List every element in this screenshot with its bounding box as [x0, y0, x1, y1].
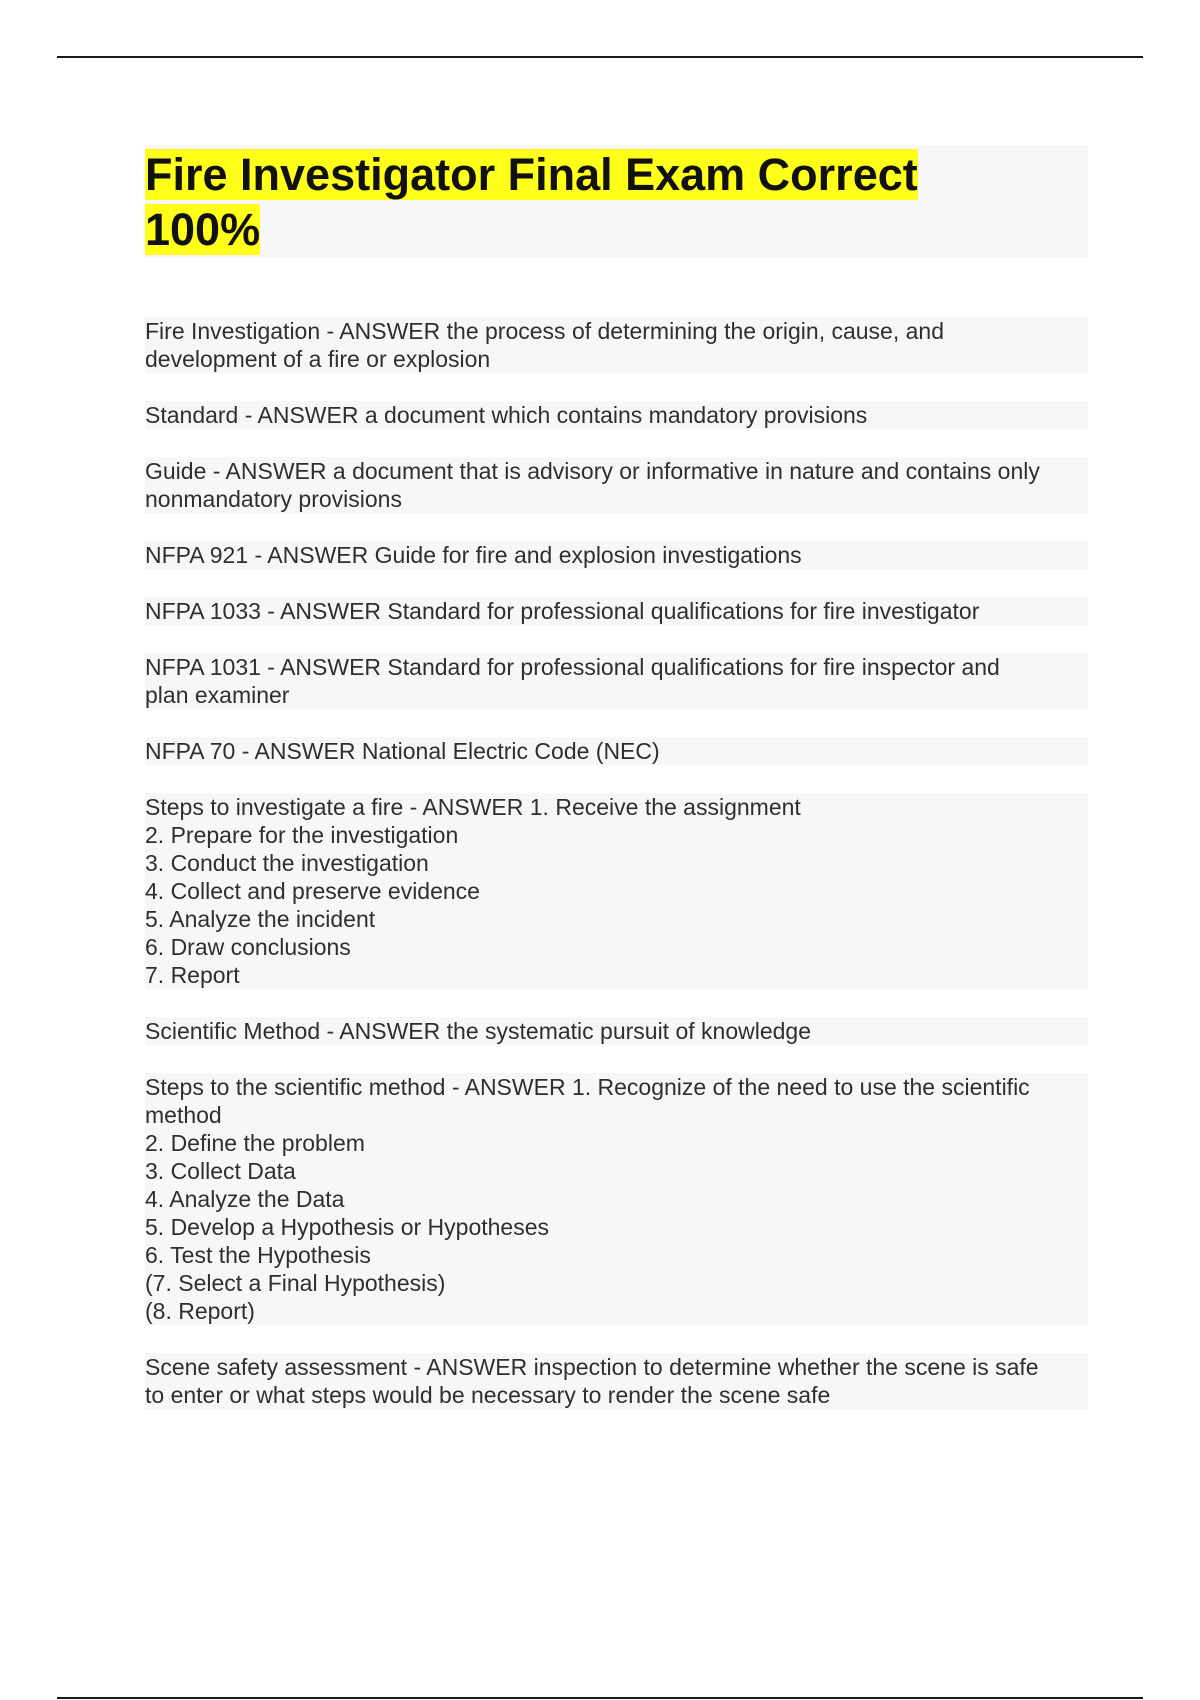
entry-line: Fire Investigation - ANSWER the process of determining the origin, cause, and: [145, 318, 945, 344]
qa-entry: [145, 457, 1088, 513]
qa-entry: [145, 1073, 1088, 1325]
entry-line: 4. Collect and preserve evidence: [145, 878, 480, 904]
top-rule: [57, 56, 1143, 58]
qa-entry: [145, 737, 1088, 765]
entry-line: Scientific Method - ANSWER the systematic pursuit of knowledge: [145, 1018, 812, 1044]
qa-entry: [145, 317, 1088, 373]
entry-line: (8. Report): [145, 1298, 255, 1324]
qa-entry: [145, 653, 1088, 709]
entry-line: NFPA 1033 - ANSWER Standard for professional qualifications for fire investigator: [145, 598, 980, 624]
entry-line: 5. Analyze the incident: [145, 906, 376, 932]
entry-line: NFPA 1031 - ANSWER Standard for professional qualifications for fire inspector and: [145, 654, 1000, 680]
entry-line: NFPA 921 - ANSWER Guide for fire and explosion investigations: [145, 542, 802, 568]
document-page: [145, 145, 1088, 1437]
entry-line: to enter or what steps would be necessary to render the scene safe: [145, 1382, 831, 1408]
entry-line: Scene safety assessment - ANSWER inspection to determine whether the scene is safe: [145, 1354, 1039, 1380]
entry-line: 4. Analyze the Data: [145, 1186, 345, 1212]
entry-line: plan examiner: [145, 682, 290, 708]
entry-line: 7. Report: [145, 962, 240, 988]
entry-line: Steps to the scientific method - ANSWER 1. Recognize of the need to use the scientific: [145, 1074, 1030, 1100]
qa-entry: [145, 1353, 1088, 1409]
entry-line: 6. Draw conclusions: [145, 934, 351, 960]
entry-line: development of a fire or explosion: [145, 346, 491, 372]
entry-line: nonmandatory provisions: [145, 486, 402, 512]
qa-entry: [145, 401, 1088, 429]
entry-line: 6. Test the Hypothesis: [145, 1242, 371, 1268]
entry-line: 2. Prepare for the investigation: [145, 822, 459, 848]
qa-entry: [145, 597, 1088, 625]
qa-entry: [145, 541, 1088, 569]
entry-line: 3. Collect Data: [145, 1158, 296, 1184]
qa-entries: [145, 317, 1088, 1409]
entry-line: Standard - ANSWER a document which contains mandatory provisions: [145, 402, 868, 428]
entry-line: Guide - ANSWER a document that is advisory or informative in nature and contains only: [145, 458, 1040, 484]
title-block: [145, 145, 1088, 257]
entry-line: 5. Develop a Hypothesis or Hypotheses: [145, 1214, 549, 1240]
entry-line: 3. Conduct the investigation: [145, 850, 429, 876]
entry-line: (7. Select a Final Hypothesis): [145, 1270, 446, 1296]
bottom-rule: [57, 1697, 1143, 1699]
entry-line: 2. Define the problem: [145, 1130, 365, 1156]
document-title: [145, 147, 1088, 257]
entry-line: Steps to investigate a fire - ANSWER 1. Receive the assignment: [145, 794, 801, 820]
title-line-2: 100%: [145, 204, 261, 255]
entry-line: method: [145, 1102, 222, 1128]
qa-entry: [145, 793, 1088, 989]
qa-entry: [145, 1017, 1088, 1045]
title-line-1: Fire Investigator Final Exam Correct: [145, 149, 918, 200]
entry-line: NFPA 70 - ANSWER National Electric Code (NEC): [145, 738, 660, 764]
